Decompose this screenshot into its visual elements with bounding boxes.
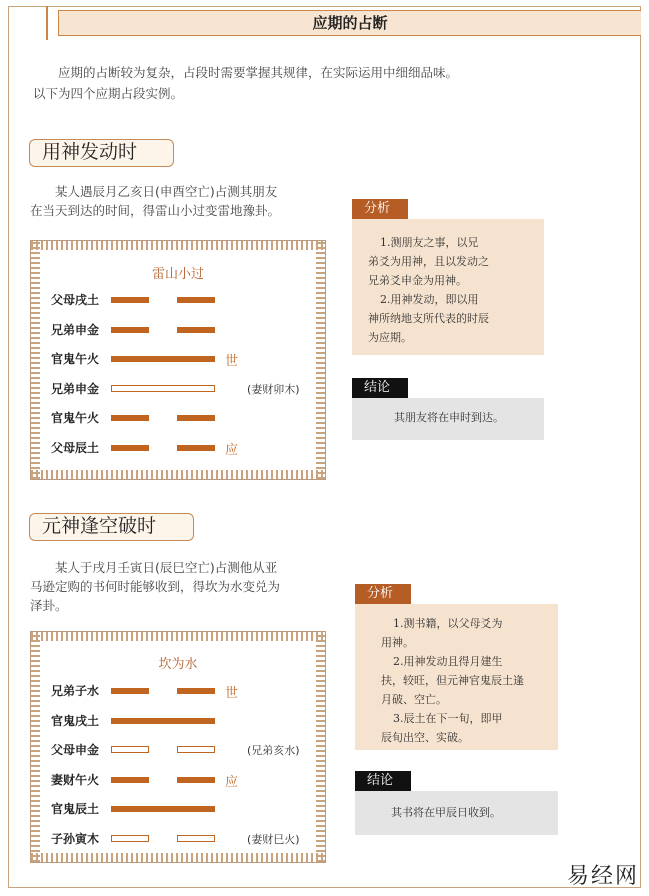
border-stripe <box>31 853 325 862</box>
hexagram-line <box>51 800 321 816</box>
hexagram-line <box>51 409 321 425</box>
border-stripe <box>31 241 325 250</box>
line-bar <box>177 415 215 421</box>
analysis-line: 1.测书籍，以父母爻为 <box>393 617 503 630</box>
line-label: 父母申金 <box>51 743 100 757</box>
moving-line-bar <box>111 385 215 392</box>
analysis-tag-2: 分析 <box>355 584 411 604</box>
section-1-para-line-2: 在当天到达的时间，得雷山小过变雷地豫卦。 <box>30 203 281 218</box>
line-bar <box>111 777 149 783</box>
line-bar <box>111 415 149 421</box>
hexagram-line <box>51 712 321 728</box>
page-header <box>8 6 641 40</box>
line-bar <box>177 297 215 303</box>
hexagram-line <box>51 291 321 307</box>
shi-marker: 世 <box>225 354 239 369</box>
section-2-para-line-2: 马逊定购的书何时能够收到，得坎为水变兑为 <box>30 579 281 594</box>
line-bar <box>177 445 215 451</box>
analysis-line: 神所纳地支所代表的时辰 <box>368 312 489 325</box>
section-2-paragraph <box>30 558 330 615</box>
line-bar <box>111 327 149 333</box>
analysis-line: 2.用神发动且得月建生 <box>393 655 503 668</box>
ying-marker: 应 <box>225 774 239 790</box>
section-2-heading: 元神逢空破时 <box>29 513 194 541</box>
line-label: 父母戌土 <box>51 293 100 307</box>
line-bar <box>111 688 149 694</box>
line-label: 官鬼午火 <box>51 411 100 425</box>
line-label: 兄弟申金 <box>51 381 100 396</box>
analysis-line: 3.辰土在下一旬，即甲 <box>393 712 503 725</box>
line-bar <box>111 297 149 303</box>
intro-line-2: 以下为四个应期占段实例。 <box>33 86 184 101</box>
analysis-line: 扶，较旺，但元神官鬼辰土逢 <box>381 674 524 687</box>
intro-line-1: 应期的占断较为复杂，占段时需要掌握其规律，在实际运用中细细品味。 <box>58 65 459 80</box>
hexagram-line <box>51 830 321 846</box>
analysis-line: 辰旬出空、实破。 <box>381 731 469 744</box>
section-2-para-line-1: 某人于戌月壬寅日(辰巳空亡)占测他从亚 <box>55 560 278 575</box>
analysis-line: 月破、空亡。 <box>381 693 447 706</box>
line-bar <box>177 777 215 783</box>
hexagram-name: 坎为水 <box>158 657 198 672</box>
section-1-paragraph <box>30 182 330 220</box>
analysis-line: 兄弟爻申金为用神。 <box>368 274 467 287</box>
hexagram-line <box>51 350 321 369</box>
conclusion-box-2 <box>355 791 558 835</box>
conclusion-text-1: 其朋友将在申时到达。 <box>394 411 504 424</box>
conclusion-text-2: 其书将在甲辰日收到。 <box>391 806 501 819</box>
line-label: 子孙寅木 <box>51 831 100 846</box>
hexagram-name: 雷山小过 <box>151 267 204 282</box>
shi-marker: 世 <box>225 686 239 701</box>
line-label: 妻财午火 <box>51 772 100 787</box>
hexagram-line <box>51 682 321 701</box>
watermark-logo: 易经网 <box>566 864 639 889</box>
analysis-line: 用神。 <box>381 636 414 649</box>
hexagram-card-1 <box>30 240 326 480</box>
line-bar <box>111 806 215 812</box>
page-title: 应期的占断 <box>58 10 641 36</box>
line-bar <box>111 718 215 724</box>
moving-line-bar <box>111 746 149 753</box>
line-bar <box>111 445 149 451</box>
section-1-para-line-1: 某人遇辰月乙亥日(申酉空亡)占测其朋友 <box>55 184 278 199</box>
moving-line-bar <box>111 835 149 842</box>
line-label: 官鬼午火 <box>51 352 100 366</box>
changed-line-note: (妻财卯木) <box>247 382 300 396</box>
conclusion-tag-2: 结论 <box>355 771 411 791</box>
border-stripe <box>31 470 325 479</box>
analysis-tag-1: 分析 <box>352 199 408 219</box>
conclusion-box-1 <box>352 398 544 440</box>
conclusion-tag-1: 结论 <box>352 378 408 398</box>
section-1-heading: 用神发动时 <box>29 139 174 167</box>
intro-paragraph <box>33 62 613 104</box>
hexagram-line <box>51 771 321 790</box>
header-accent <box>8 6 48 40</box>
changed-line-note: (妻财巳火) <box>247 832 300 846</box>
border-stripe <box>31 632 325 641</box>
hexagram-card-2 <box>30 631 326 863</box>
moving-line-bar <box>177 835 215 842</box>
hexagram-line <box>51 321 321 337</box>
analysis-box-2 <box>355 604 558 750</box>
section-2-para-line-3: 泽卦。 <box>30 598 68 613</box>
line-label: 父母辰土 <box>51 440 100 455</box>
analysis-line: 为应期。 <box>368 331 412 344</box>
line-bar <box>111 356 215 362</box>
analysis-box-1 <box>352 219 544 355</box>
line-bar <box>177 688 215 694</box>
hexagram-line <box>51 380 321 396</box>
analysis-line: 2.用神发动，即以用 <box>380 293 479 306</box>
analysis-line: 1.测朋友之事，以兄 <box>380 236 479 249</box>
line-label: 官鬼戌土 <box>51 713 100 728</box>
ying-marker: 应 <box>225 442 239 458</box>
analysis-line: 弟爻为用神，且以发动之 <box>368 255 489 268</box>
changed-line-note: (兄弟亥水) <box>247 744 300 757</box>
line-label: 官鬼辰土 <box>51 802 100 816</box>
moving-line-bar <box>177 746 215 753</box>
line-bar <box>177 327 215 333</box>
line-label: 兄弟申金 <box>51 322 100 337</box>
hexagram-line <box>51 741 321 757</box>
hexagram-line <box>51 439 321 458</box>
line-label: 兄弟子水 <box>51 684 100 698</box>
